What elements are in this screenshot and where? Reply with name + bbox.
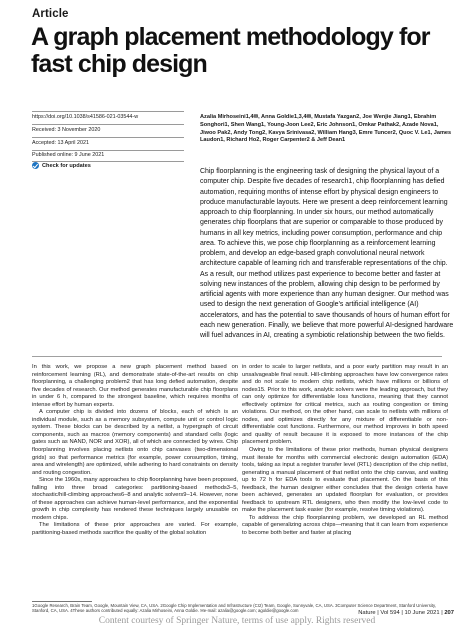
body-paragraph: Owing to the limitations of these prior methods, human physical designers must iterate for months with commercial electronic design automation (EDA) tools, taking as input a register transfer level (RTL) description of the chip netlist, generating a manual placement of that netlist onto the chip canvas, and waiting up to 72 h for EDA tools to evaluate that placement. On the basis of this feedback, the human designer either concludes that the design criteria have been achieved, generates an updated floorplan for evaluation, or provides feedback to upstream RTL designers, who then modify the low-level code to make the placement task easier (for example, resolve timing violations). <box>242 447 448 514</box>
body-paragraph: in order to scale to larger netlists, and a poor early partition may result in an unsalvageable final result. Hill-climbing approaches have low convergence rates and do not scale to modern chip netlists, which have millions or billions of nodes15. Prior to this work, analytic solvers were the leading approach, but they can only optimize for differentiable loss functions, meaning that they cannot effectively optimize for critical metrics, such as routing congestion or timing violations. Our method, on the other hand, can scale to netlists with millions of nodes, and optimizes directly for any mixture of differentiable or non-differentiable cost functions. Furthermore, our method improves in both speed and quality of result because it is exposed to more instances of the chip placement problem. <box>242 364 448 446</box>
body-paragraph: To address the chip floorplanning problem, we developed an RL method capable of generalizing across chips—meaning that it can learn from experience to become both better and faster at placing <box>242 514 448 537</box>
body-column-right <box>242 364 448 538</box>
received-date: Received: 3 November 2020 <box>32 127 101 133</box>
check-for-updates-button[interactable] <box>32 162 91 169</box>
paper-title: A graph placement methodology for fast chip design <box>31 23 430 78</box>
doi-link[interactable]: https://doi.org/10.1038/s41586-021-03544-w <box>32 114 139 120</box>
author-list: Azalia Mirhoseini1,4✉, Anna Goldie1,3,4✉, Mustafa Yazgan2, Joe Wenjie Jiang1, Ebrahim Songhori1, Shen Wang1, Young-Joon Lee2, Eric Johnson1, Omkar Pathak2, Azade Nova1, Jiwoo Pak2, Andy Tong2, Kavya Srinivasa2, William Hang3, Emre Tuncer2, Quoc V. Le1, James Laudon1, Richard Ho2, Roger Carpenter2 & Jeff Dean1 <box>200 114 452 144</box>
accepted-date: Accepted: 13 April 2021 <box>32 140 89 146</box>
abstract: Chip floorplanning is the engineering task of designing the physical layout of a computer chip. Despite five decades of research1, chip floorplanning has defied automation, requiring months of intense effort by physical design engineers to produce manufacturable layouts. Here we present a deep reinforcement learning approach to chip floorplanning. In under six hours, our method automatically generates chip floorplans that are superior or comparable to those produced by humans in all key metrics, including power consumption, performance and chip area. To achieve this, we pose chip floorplanning as a reinforcement learning problem, and develop an edge-based graph convolutional neural network architecture capable of learning rich and transferable representations of the chip. As a result, our method utilizes past experience to become better and faster at solving new instances of the problem, allowing chip design to be performed by artificial agents with more experience than any human designer. Our method was used to design the next generation of Google’s artificial intelligence (AI) accelerators, and has the potential to save thousands of hours of human effort for each new generation. Finally, we believe that more powerful AI-designed hardware will fuel advances in AI, creating a symbiotic relationship between the two fields. <box>200 168 454 339</box>
meta-divider <box>32 137 184 138</box>
body-paragraph: The limitations of these prior approaches are varied. For example, partitioning-based methods sacrifice the quality of the global solution <box>32 522 238 537</box>
affiliation-footnotes: 1Google Research, Brain Team, Google, Mountain View, CA, USA. 2Google Chip Implementation and Infrastructure (CI2) Team, Google, Sunnyvale, CA, USA. 3Computer Science Department, Stanford University, Stanford, CA, USA. 4These authors contributed equally: Azalia Mirhoseini, Anna Goldie. ✉e-mail: azalia@google.com; agoldie@google.com <box>32 603 437 614</box>
journal-name: Nature <box>358 610 376 616</box>
meta-divider <box>32 150 184 151</box>
check-updates-icon <box>32 162 39 169</box>
body-paragraph: In this work, we propose a new graph placement method based on reinforcement learning (RL), and demonstrate state-of-the-art results on chip floorplanning, a challenging problem2 that has long defied automation, despite five decades of research. Our method generates manufacturable chip floorplans in under 6 h, compared to the strongest baseline, which requires months of intense effort by human experts. <box>32 364 238 408</box>
body-paragraph: A computer chip is divided into dozens of blocks, each of which is an individual module, such as a memory subsystem, compute unit or control logic system. These blocks can be described by a netlist, a hypergraph of circuit components, such as macros (memory components) and standard cells (logic gates such as NAND, NOR and XOR), all of which are connected by wires. Chip floorplanning involves placing netlists onto chip canvases (two-dimensional grids) so that performance metrics (for example, power consumption, timing, area and wirelength) are optimized, while adhering to hard constraints on density and routing congestion. <box>32 409 238 476</box>
check-updates-label: Check for updates <box>42 162 91 169</box>
section-divider <box>32 356 442 357</box>
published-date: Published online: 9 June 2021 <box>32 152 105 158</box>
copyright-watermark: Content courtesy of Springer Nature, terms of use apply. Rights reserved <box>98 616 376 626</box>
issue-date: 10 June 2021 <box>404 610 440 616</box>
journal-volume: Vol 594 <box>380 610 400 616</box>
article-type-label: Article <box>32 8 69 20</box>
body-paragraph: Since the 1960s, many approaches to chip floorplanning have been proposed, falling into three broad categories: partitioning-based methods3–5, stochastic/hill-climbing approaches6–8 and analytic solvers9–14. However, none of these approaches can achieve human-level performance, and the exponential growth in chip complexity has rendered these techniques largely unusable on modern chips. <box>32 477 238 521</box>
page-footer: Nature | Vol 594 | 10 June 2021 | 207 <box>358 610 454 616</box>
meta-divider <box>32 124 184 125</box>
page-number: 207 <box>444 610 454 616</box>
footnote-rule <box>32 601 92 602</box>
body-column-left <box>32 364 238 538</box>
meta-divider <box>32 111 184 112</box>
